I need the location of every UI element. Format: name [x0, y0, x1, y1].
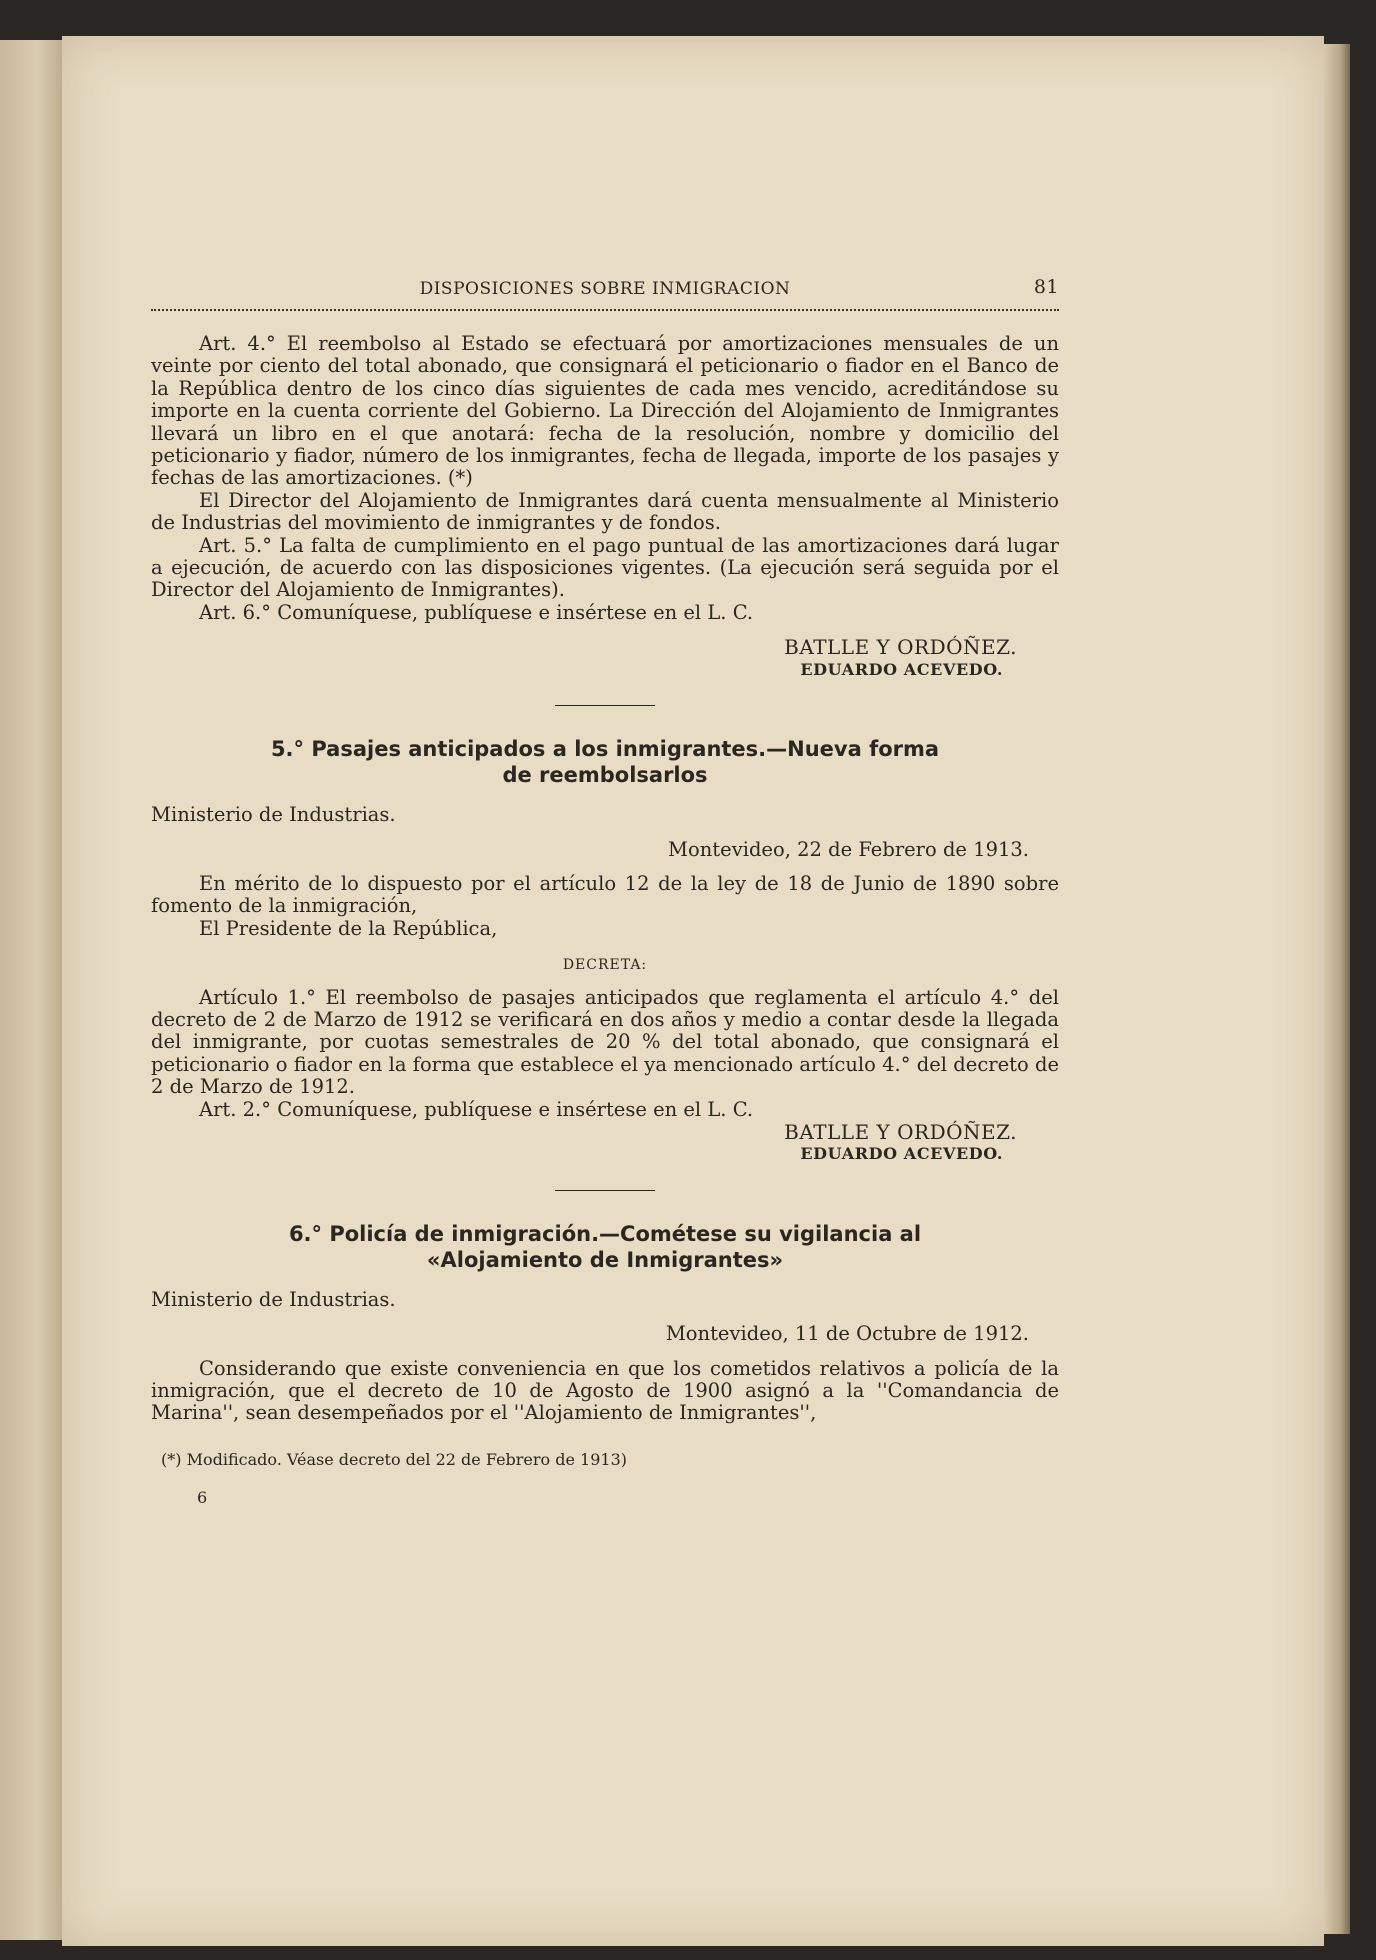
section-5-title-line-2: de reembolsarlos — [502, 763, 708, 788]
ministry-label: Ministerio de Industrias. — [151, 803, 396, 827]
section-6-title-line-1: 6.° Policía de inmigración.—Cométese su vigilancia al — [288, 1221, 922, 1246]
section-divider — [555, 1190, 655, 1191]
page-stack-edge — [1324, 44, 1350, 1934]
article-1-paragraph: Artículo 1.° El reembolso de pasajes anticipados que reglamenta el artículo 4.° del decreto de 2 de Marzo de 1912 se verificará en dos años y medio a contar desde la llegada del inmigrante, por cuotas semestrales de 20 % del total abonado, que consignará el peticionario o fiador en la forma que establece el ya mencionado artículo 4.° del decreto de 2 de Marzo de 1912. — [151, 985, 1059, 1099]
section-5-title — [151, 736, 1059, 788]
section-5-title-line-1: 5.° Pasajes anticipados a los inmigrantes.—Nueva forma — [270, 737, 940, 762]
place-date: Montevideo, 11 de Octubre de 1912. — [665, 1322, 1029, 1346]
section-6-title — [151, 1221, 1059, 1273]
art-4-paragraph: Art. 4.° El reembolso al Estado se efectuará por amortizaciones mensuales de un veinte por ciento del total abonado, que consignará el peticionario o fiador en el Banco de la República dentro de los cinco días siguientes de cada mes vencido, acreditándose su importe en la cuenta corriente del Gobierno. La Dirección del Alojamiento de Inmigrantes llevará un libro en el que anotará: fecha de la resolución, nombre y domicilio del peticionario y fiador, número de los inmigrantes, fecha de llegada, importe de los pasajes y fechas de las amortizaciones. (*) — [151, 332, 1059, 490]
place-date: Montevideo, 22 de Febrero de 1913. — [668, 837, 1029, 861]
page-content — [151, 266, 1059, 1510]
signature-acevedo: EDUARDO ACEVEDO. — [800, 659, 1003, 679]
header-rule — [151, 309, 1059, 311]
section-6-title-line-2: «Alojamiento de Inmigrantes» — [426, 1247, 784, 1272]
running-head — [151, 266, 1059, 306]
spacer — [151, 827, 1059, 839]
article-2-paragraph: Art. 2.° Comuníquese, publíquese e insértese en el L. C. — [199, 1097, 754, 1121]
ministry-label: Ministerio de Industrias. — [151, 1287, 396, 1311]
considerando-paragraph: Considerando que existe conveniencia en que los cometidos relativos a policía de la inmigración, que el decreto de 10 de Agosto de 1900 asignó a la ''Comandancia de Marina'', sean desempeñados por el ''Alojamiento de Inmigrantes'', — [151, 1356, 1059, 1425]
spacer — [151, 1346, 1059, 1358]
art-5-paragraph: Art. 5.° La falta de cumplimiento en el pago puntual de las amortizaciones dará lugar a ejecución, de acuerdo con las disposiciones vigentes. (La ejecución será seguida por el Director del Alojamiento de Inmigrantes). — [151, 533, 1059, 602]
director-paragraph: El Director del Alojamiento de Inmigrantes dará cuenta mensualmente al Ministerio de Industrias del movimiento de inmigrantes y de fondos. — [151, 488, 1059, 535]
preamble-paragraph: En mérito de lo dispuesto por el artículo 12 de la ley de 18 de Junio de 1890 sobre fomento de la inmigración, — [151, 871, 1059, 918]
art-6-paragraph: Art. 6.° Comuníquese, publíquese e insértese en el L. C. — [199, 600, 754, 624]
folio-number: 6 — [197, 1488, 208, 1508]
decreta-label: DECRETA: — [562, 957, 648, 974]
president-line: El Presidente de la República, — [199, 916, 498, 940]
facing-page-edge — [0, 40, 62, 1940]
signature-batlle: BATLLE Y ORDÓÑEZ. — [784, 1119, 1017, 1144]
running-title: DISPOSICIONES SOBRE INMIGRACION — [419, 279, 791, 299]
signature-acevedo: EDUARDO ACEVEDO. — [800, 1144, 1003, 1164]
page-number: 81 — [1033, 276, 1059, 298]
signature-batlle: BATLLE Y ORDÓÑEZ. — [784, 635, 1017, 660]
section-divider — [555, 705, 655, 706]
footnote: (*) Modificado. Véase decreto del 22 de Febrero de 1913) — [161, 1449, 628, 1469]
